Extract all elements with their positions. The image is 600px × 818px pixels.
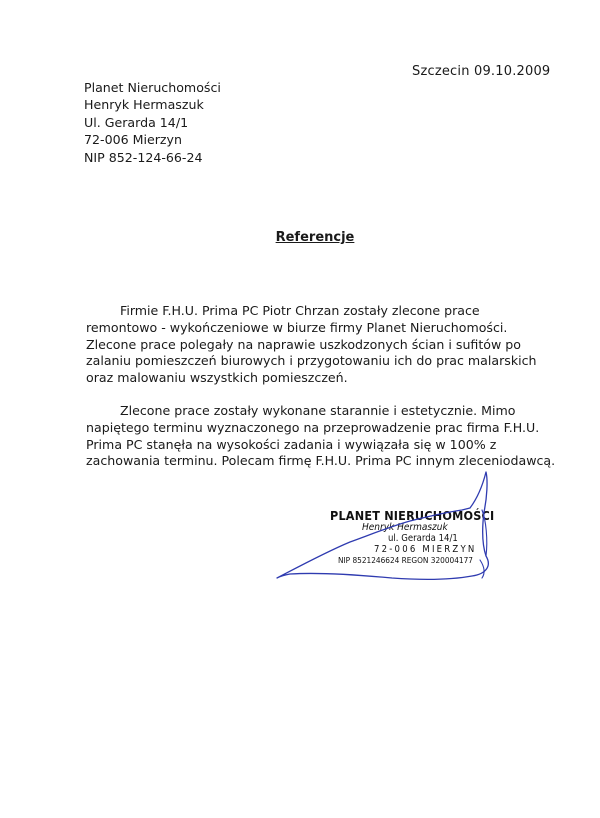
body-line: napiętego terminu wyznaczonego na przeprowadzenie prac firma F.H.U. xyxy=(86,419,540,435)
body-line: zachowania terminu. Polecam firmę F.H.U. Prima PC innym zleceniodawcą. xyxy=(86,453,556,469)
sender-company: Planet Nieruchomości xyxy=(84,80,221,95)
stamp-city: 72-006 MIERZYN xyxy=(374,544,477,555)
sender-name: Henryk Hermaszuk xyxy=(84,97,204,113)
body-line: Prima PC stanęła na wysokości zadania i wywiązała się w 100% z xyxy=(86,436,497,452)
sender-nip: NIP 852-124-66-24 xyxy=(84,149,203,165)
sender-address-block xyxy=(84,79,221,166)
body-paragraph-2 xyxy=(86,403,556,470)
body-line: remontowo - wykończeniowe w biurze firmy Planet Nieruchomości. xyxy=(86,319,508,335)
stamp-name: Henryk Hermaszuk xyxy=(362,522,448,533)
body-line: Zlecone prace polegały na naprawie uszkodzonych ścian i sufitów po xyxy=(86,336,522,352)
company-stamp xyxy=(330,508,495,565)
body-paragraph-1 xyxy=(86,303,556,387)
body-line: Zlecone prace zostały wykonane starannie i estetycznie. Mimo xyxy=(120,402,516,418)
stamp-company: PLANET NIERUCHOMOŚCI xyxy=(330,508,495,523)
sender-city: 72-006 Mierzyn xyxy=(84,132,182,148)
stamp-street: ul. Gerarda 14/1 xyxy=(388,533,458,544)
body-line: zalaniu pomieszczeń biurowych i przygotowaniu ich do prac malarskich xyxy=(86,353,537,369)
letter-title: Referencje xyxy=(275,230,355,245)
body-line: oraz malowaniu wszystkich pomieszczeń. xyxy=(86,370,348,386)
stamp-ids: NIP 8521246624 REGON 320004177 xyxy=(338,555,473,565)
letter-body xyxy=(86,303,556,486)
sender-street: Ul. Gerarda 14/1 xyxy=(84,114,189,130)
body-line: Firmie F.H.U. Prima PC Piotr Chrzan zostały zlecone prace xyxy=(120,303,480,318)
letter-date: Szczecin 09.10.2009 xyxy=(412,64,551,79)
